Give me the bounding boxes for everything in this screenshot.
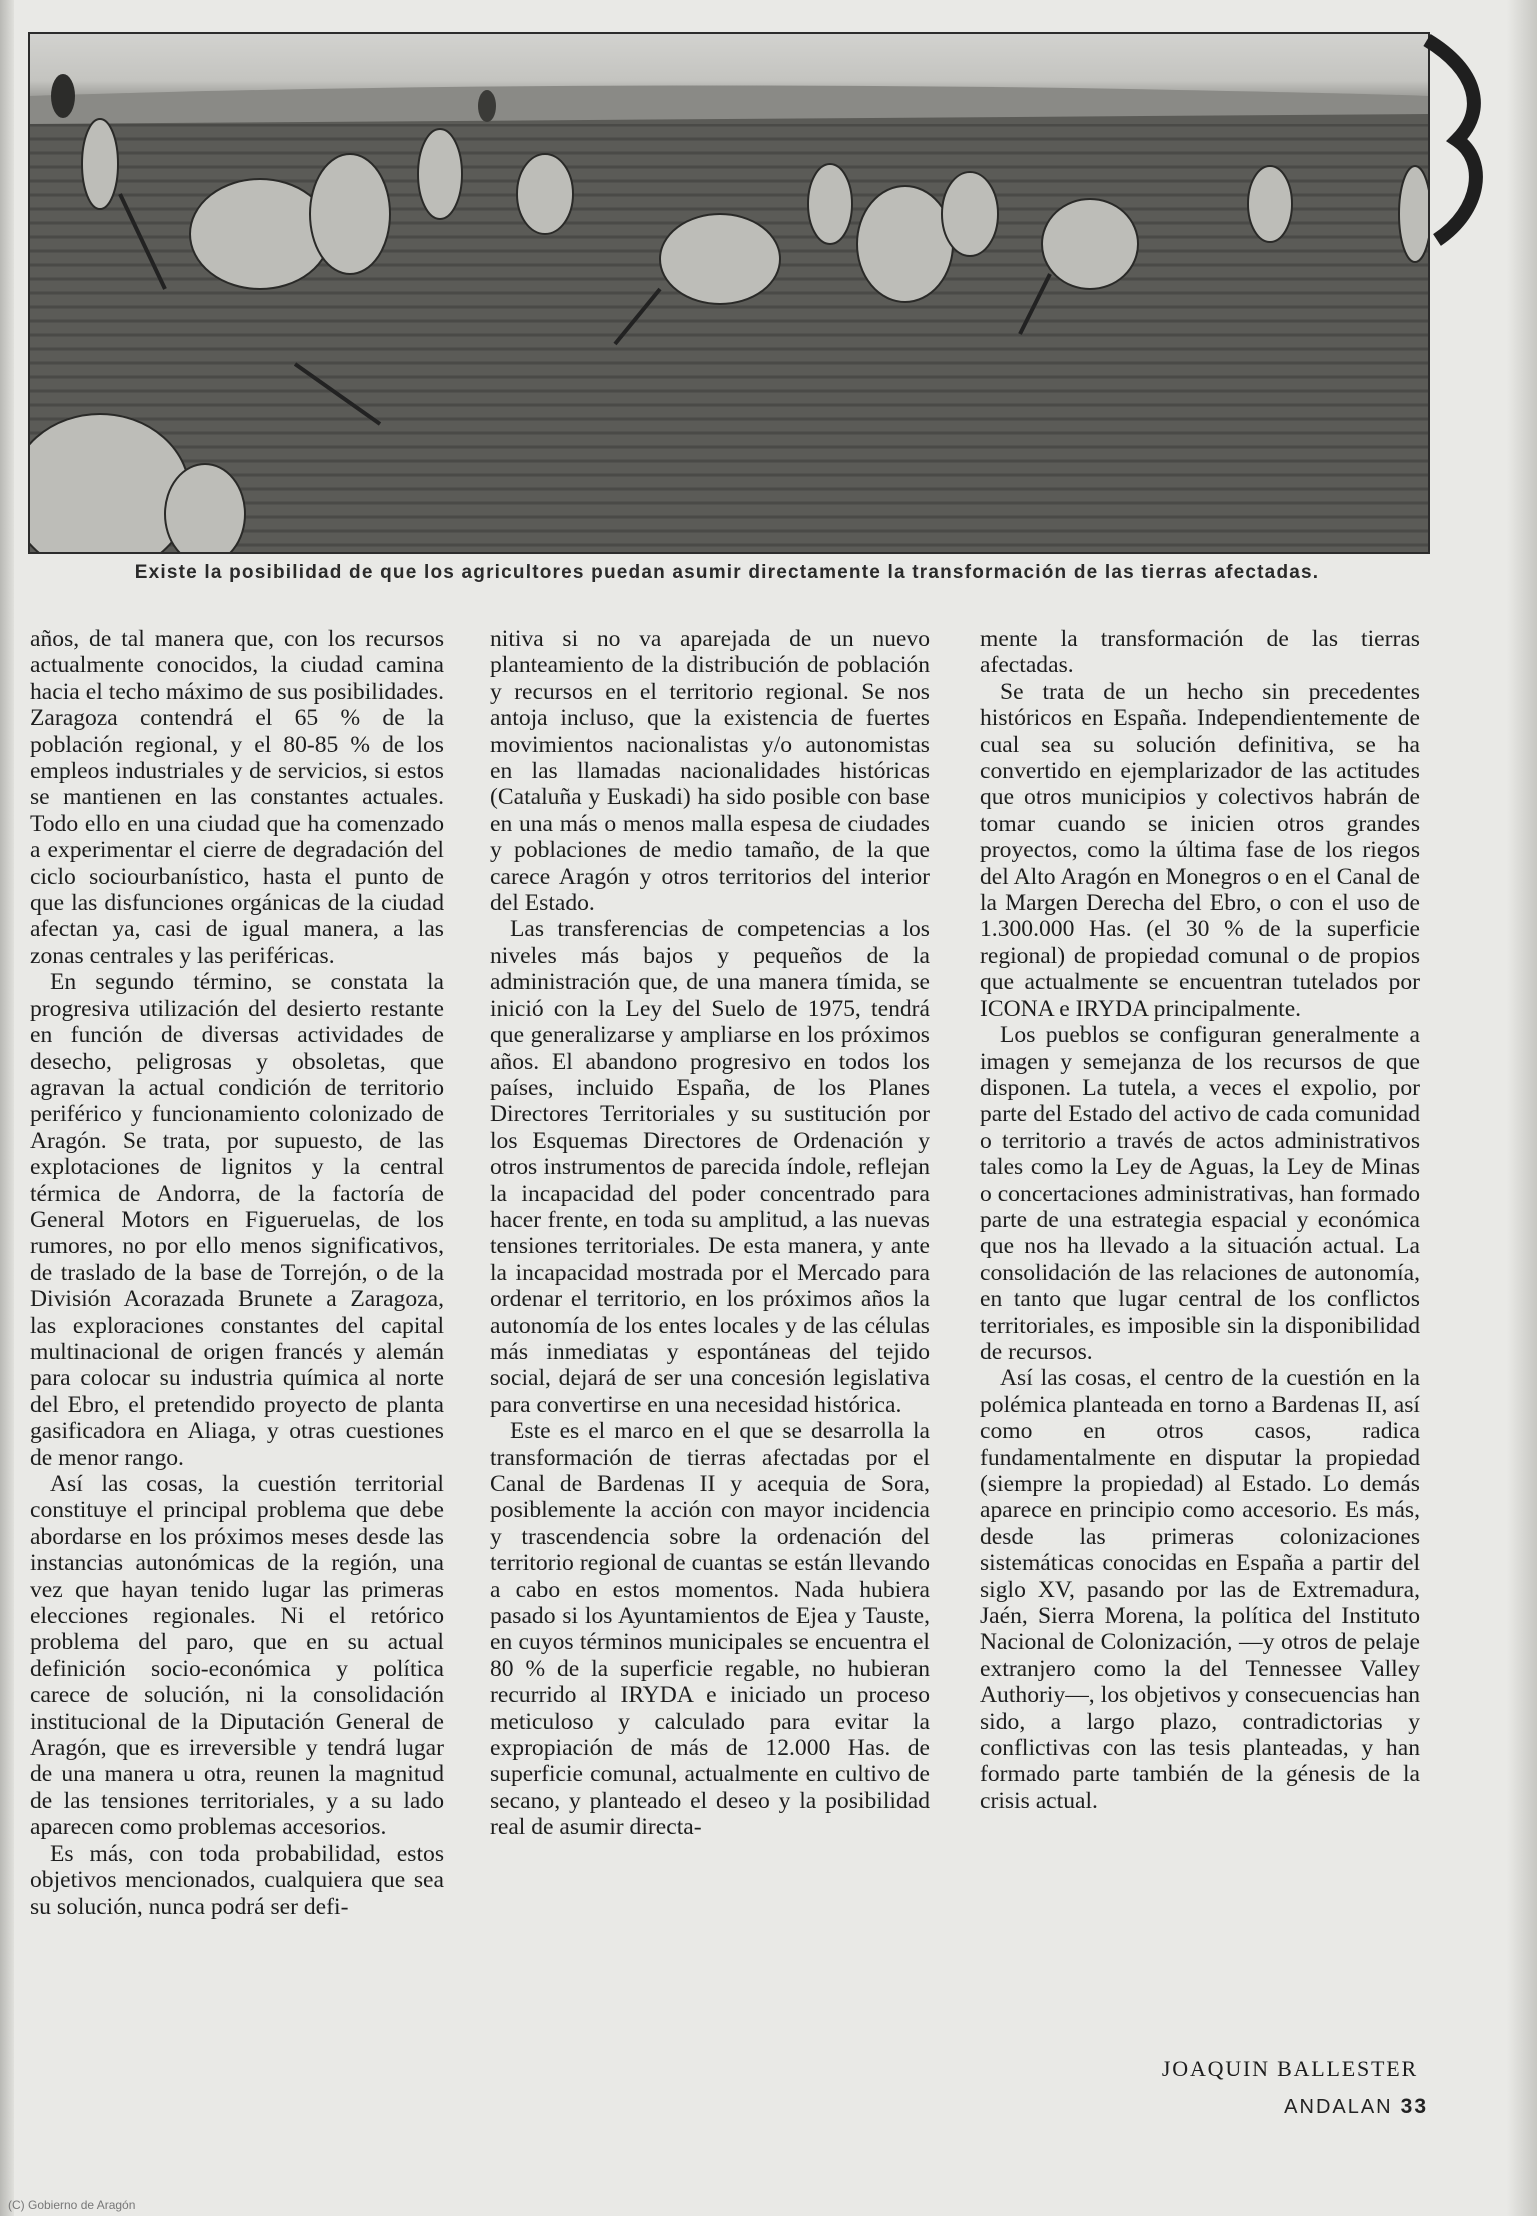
paragraph: Este es el marco en el que se desarrolla la transformación de tierras afectadas por el Canal de Bardenas II y acequia de Sora, posiblemente la acción con mayor incidencia y trascendencia sobre la ordenación del territorio regional de cuantas se están llevando a cabo en estos momentos. Nada hubiera pasado si los Ayuntamientos de Ejea y Tauste, en cuyos términos municipales se encuentra el 80 % de la superficie regable, no hubieran recurrido al IRYDA e iniciado un proceso meticuloso y calculado para evitar la expropiación de más de 12.000 Has. de superficie comunal, actualmente en cultivo de secano, y planteado el deseo y la posibilidad real de asumir directa- bbox=[490, 1418, 930, 1841]
paragraph: Se trata de un hecho sin precedentes históricos en España. Independientemente de cual sea su solución definitiva, se ha convertido en ejemplarizador de las actitudes que otros municipios y colectivos habrán de tomar cuando se inicien otros grandes proyectos, como la última fase de los riegos del Alto Aragón en Monegros o en el Canal de la Margen Derecha del Ebro, o con el uso de 1.300.000 Has. (el 30 % de la superficie regional) de propiedad comunal o de propios que actualmente se encuentran tutelados por ICONA e IRYDA principalmente. bbox=[980, 678, 1420, 1022]
copyright-watermark: (C) Gobierno de Aragón bbox=[8, 2198, 136, 2212]
paragraph: años, de tal manera que, con los recursos actualmente conocidos, la ciudad camina hacia el techo máximo de sus posibilidades. Zaragoza contendrá el 65 % de la población regional, y el 80-85 % de los empleos industriales y de servicios, si estos se mantienen en las constantes actuales. Todo ello en una ciudad que ha comenzado a experimentar el cierre de degradación del ciclo sociourbanístico, hasta el punto de que las disfunciones orgánicas de la ciudad afectan ya, casi de igual manera, a las zonas centrales y las periféricas. bbox=[30, 626, 444, 969]
paragraph: Así las cosas, la cuestión territorial constituye el principal problema que debe abordarse en los próximos meses desde las instancias autonómicas de la región, una vez que hayan tenido lugar las primeras elecciones regionales. Ni el retórico problema del paro, que en su actual definición socio-económica y política carece de solución, ni la consolidación institucional de la Diputación General de Aragón, que es irreversible y tendrá lugar de una manera u otra, reunen la magnitud de las tensiones territoriales, y a su lado aparecen como problemas accesorios. bbox=[30, 1471, 444, 1841]
paragraph: mente la transformación de las tierras afectadas. bbox=[980, 626, 1420, 679]
article-column-2 bbox=[490, 626, 930, 2086]
page-edge-right bbox=[1507, 0, 1537, 2216]
paragraph: Es más, con toda probabilidad, estos objetivos mencionados, cualquiera que sea su solución, nunca podrá ser defi- bbox=[30, 1840, 444, 1920]
page-stain-mark bbox=[1417, 30, 1497, 250]
photo-caption: Existe la posibilidad de que los agricultores puedan asumir directamente la transformación de las tierras afectadas. bbox=[134, 562, 1320, 583]
paragraph: Los pueblos se configuran generalmente a imagen y semejanza de los recursos de que disponen. La tutela, a veces el expolio, por parte del Estado del activo de cada comunidad o territorio a través de actos administrativos tales como la Ley de Aguas, la Ley de Minas o concertaciones administrativas, han formado parte de una estrategia espacial y económica que nos ha llevado a la situación actual. La consolidación de las relaciones de autonomía, en tanto que lugar central de los conflictos territoriales, es imposible sin la disponibilidad de recursos. bbox=[980, 1022, 1420, 1365]
author-signature: JOAQUIN BALLESTER bbox=[1161, 2056, 1418, 2081]
paragraph: Las transferencias de competencias a los niveles más bajos y pequeños de la administración que, de una manera tímida, se inició con la Ley del Suelo de 1975, tendrá que generalizarse y ampliarse en los próximos años. El abandono progresivo en todos los países, incluido España, de los Planes Directores Territoriales y su sustitución por los Esquemas Directores de Ordenación y otros instrumentos de parecida índole, reflejan la incapacidad del poder concentrado para hacer frente, en toda su amplitud, a las nuevas tensiones territoriales. De esta manera, y ante la incapacidad mostrada por el Mercado para ordenar el territorio, en los próximos años la autonomía de los entes locales y de las células más inmediatas y espontáneas del tejido social, dejará de ser una concesión legislativa para convertirse en una necesidad histórica. bbox=[490, 916, 930, 1418]
publication-name: ANDALAN bbox=[1284, 2096, 1393, 2118]
article-column-3 bbox=[980, 626, 1420, 2086]
farm-workers-photo bbox=[28, 32, 1430, 554]
page-edge-left bbox=[0, 0, 14, 2216]
page-footer bbox=[1200, 2095, 1428, 2119]
article-column-1 bbox=[30, 626, 444, 2086]
farm-workers-photo-icon bbox=[30, 34, 1428, 552]
paragraph: En segundo término, se constata la progresiva utilización del desierto restante en función de diversas actividades de desecho, peligrosas y obsoletas, que agravan la actual condición de territorio periférico y funcionamiento colonizado de Aragón. Se trata, por supuesto, de las explotaciones de lignitos y la central térmica de Andorra, de la factoría de General Motors en Figueruelas, de los rumores, no por ello menos significativos, de traslado de la base de Torrejón, o de la División Acorazada Brunete a Zaragoza, las exploraciones constantes del capital multinacional de origen francés y alemán para colocar su industria química al norte del Ebro, el pretendido proyecto de planta gasificadora en Aliaga, y otras cuestiones de menor rango. bbox=[30, 969, 444, 1471]
paragraph: Así las cosas, el centro de la cuestión en la polémica planteada en torno a Bardenas II, así como en otros casos, radica fundamentalmente en disputar la propiedad (siempre la propiedad) al Estado. Lo demás aparece en principio como accesorio. Es más, desde las primeras colonizaciones sistemáticas conocidas en España a partir del siglo XV, pasando por las de Extremadura, Jaén, Sierra Morena, la política del Instituto Nacional de Colonización, —y otros de pelaje extranjero como la del Tennessee Valley Authoriy—, los objetivos y consecuencias han sido, a largo plazo, contradictorias y conflictivas con las tesis planteadas, y han formado parte también de la génesis de la crisis actual. bbox=[980, 1365, 1420, 1814]
paragraph: nitiva si no va aparejada de un nuevo planteamiento de la distribución de población y recursos en el territorio regional. Se nos antoja incluso, que la existencia de fuertes movimientos nacionalistas y/o autonomistas en las llamadas nacionalidades históricas (Cataluña y Euskadi) ha sido posible con base en una más o menos malla espesa de ciudades y poblaciones de medio tamaño, de la que carece Aragón y otros territorios del interior del Estado. bbox=[490, 626, 930, 917]
page-number: 33 bbox=[1400, 2095, 1428, 2118]
